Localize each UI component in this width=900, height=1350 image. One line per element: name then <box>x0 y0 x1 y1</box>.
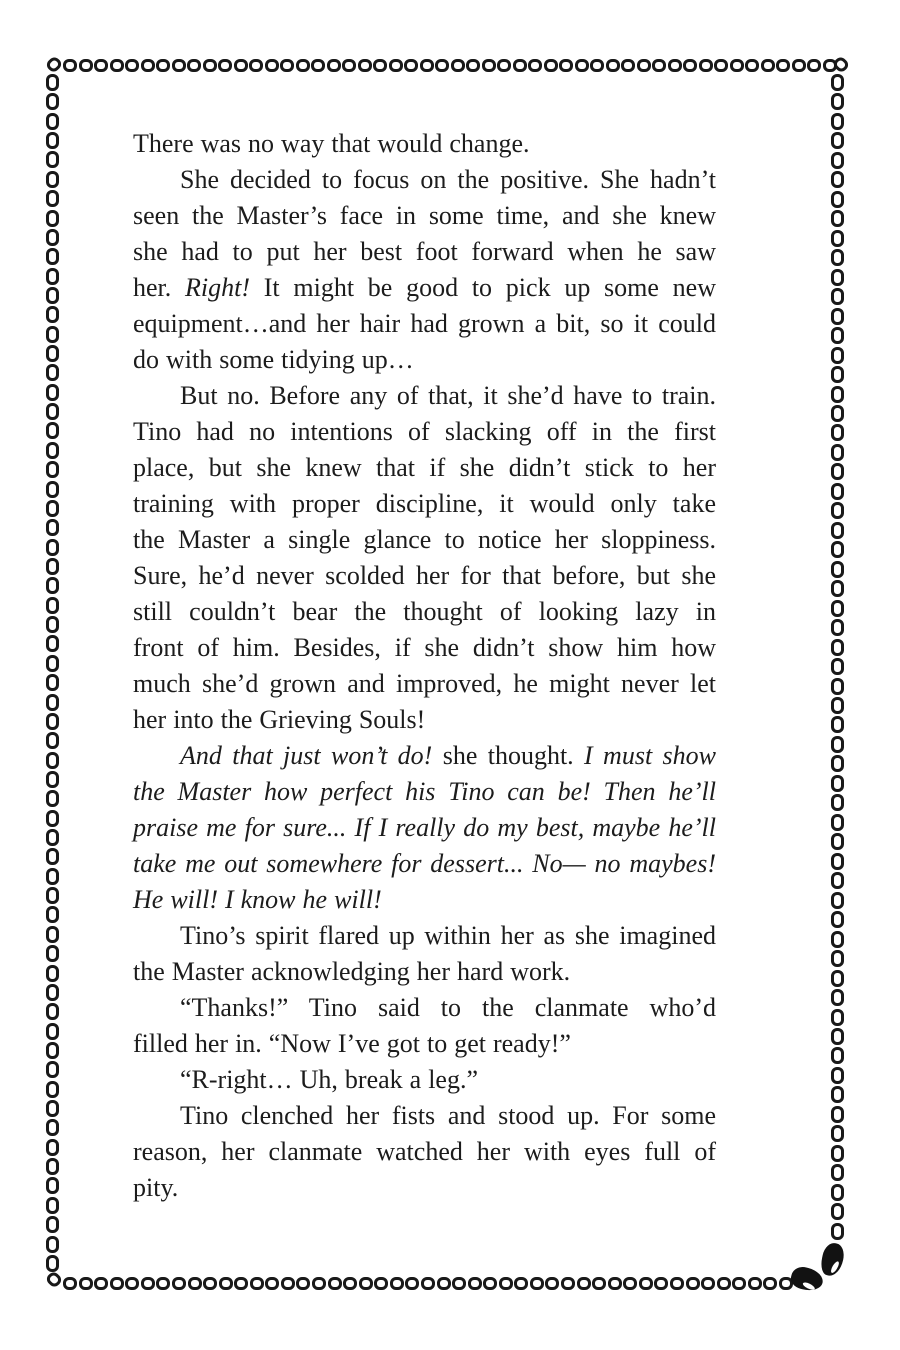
paragraph <box>133 990 716 1062</box>
chain-link-icon <box>831 93 844 110</box>
chain-link-icon <box>46 519 59 536</box>
chain-link-icon <box>46 1158 59 1175</box>
chain-corner-bottom-left-icon <box>44 1270 63 1289</box>
text-line <box>133 666 716 702</box>
text-segment: the Master acknowledging her hard work. <box>133 957 571 986</box>
chain-link-icon <box>46 577 59 594</box>
chain-link-icon <box>46 771 59 788</box>
chain-link-icon <box>575 59 589 72</box>
chain-link-icon <box>46 268 59 285</box>
chain-link-icon <box>831 424 844 441</box>
chain-link-icon <box>831 950 844 967</box>
chain-link-icon <box>831 463 844 480</box>
text-segment: place, but she knew that if she didn’t stick to her <box>133 453 716 482</box>
chain-link-icon <box>46 694 59 711</box>
text-line <box>133 486 716 522</box>
chain-link-icon <box>46 113 59 130</box>
chain-link-icon <box>46 326 59 343</box>
text-line <box>133 810 716 846</box>
chain-link-icon <box>421 1277 435 1290</box>
chain-link-icon <box>623 1277 637 1290</box>
chain-link-icon <box>156 59 170 72</box>
chain-link-icon <box>203 1277 217 1290</box>
chain-link-icon <box>46 132 59 149</box>
chain-link-icon <box>831 580 844 597</box>
chain-link-icon <box>528 59 542 72</box>
chain-link-icon <box>46 481 59 498</box>
text-segment: seen the Master’s face in some time, and she knew <box>133 201 716 230</box>
chain-link-icon <box>831 444 844 461</box>
text-line <box>133 342 716 378</box>
text-segment: her. <box>133 273 186 302</box>
chain-link-icon <box>311 59 325 72</box>
chain-link-icon <box>831 1086 844 1103</box>
chain-link-icon <box>831 814 844 831</box>
text-segment: equipment…and her hair had grown a bit, so it could <box>133 309 716 338</box>
chain-link-icon <box>46 829 59 846</box>
chain-link-icon <box>46 1061 59 1078</box>
chain-link-icon <box>544 59 558 72</box>
chain-link-icon <box>714 59 728 72</box>
chain-link-icon <box>831 1067 844 1084</box>
chain-link-icon <box>831 1047 844 1064</box>
chain-link-icon <box>405 1277 419 1290</box>
text-segment: Tino had no intentions of slacking off in the first <box>133 417 716 446</box>
chain-link-icon <box>831 833 844 850</box>
chain-link-icon <box>46 539 59 556</box>
chain-link-icon <box>776 59 790 72</box>
chain-link-icon <box>831 1125 844 1142</box>
chain-link-icon <box>831 191 844 208</box>
chain-link-icon <box>831 502 844 519</box>
chain-link-icon <box>373 59 387 72</box>
chain-link-icon <box>763 1277 777 1290</box>
chain-link-icon <box>46 151 59 168</box>
chain-link-icon <box>94 1277 108 1290</box>
chain-link-icon <box>46 461 59 478</box>
italic-text-segment: He will! I know he will! <box>133 885 382 914</box>
chain-link-icon <box>46 1023 59 1040</box>
text-segment: “Thanks!” Tino said to the clanmate who’d <box>180 993 716 1022</box>
chain-link-icon <box>831 600 844 617</box>
chain-link-icon <box>46 965 59 982</box>
chain-link-icon <box>748 1277 762 1290</box>
chain-link-icon <box>46 558 59 575</box>
text-line <box>133 990 716 1026</box>
text-line <box>133 162 716 198</box>
chain-link-icon <box>46 906 59 923</box>
chain-link-icon <box>265 59 279 72</box>
text-line <box>133 234 716 270</box>
chain-link-icon <box>590 59 604 72</box>
chain-link-icon <box>831 1028 844 1045</box>
text-line <box>133 846 716 882</box>
chain-link-icon <box>435 59 449 72</box>
chain-link-icon <box>63 1277 77 1290</box>
chain-link-icon <box>831 210 844 227</box>
chain-link-icon <box>831 269 844 286</box>
chain-link-icon <box>831 171 844 188</box>
text-segment: reason, her clanmate watched her with eyes full of <box>133 1137 716 1166</box>
text-segment: training with proper discipline, it would only take <box>133 489 716 518</box>
chain-border-bottom <box>63 1277 793 1290</box>
text-line <box>133 630 716 666</box>
chain-link-icon <box>46 1081 59 1098</box>
page-text <box>133 126 716 1206</box>
chain-link-icon <box>172 1277 186 1290</box>
chain-link-icon <box>452 1277 466 1290</box>
text-line <box>133 198 716 234</box>
text-line <box>133 378 716 414</box>
chain-link-icon <box>831 74 844 91</box>
paragraph <box>133 378 716 738</box>
chain-link-icon <box>831 405 844 422</box>
chain-link-icon <box>46 1139 59 1156</box>
chain-link-icon <box>46 93 59 110</box>
chain-link-icon <box>831 1106 844 1123</box>
chain-link-icon <box>483 1277 497 1290</box>
chain-link-icon <box>46 345 59 362</box>
chain-link-icon <box>281 1277 295 1290</box>
chain-link-icon <box>499 1277 513 1290</box>
chain-link-icon <box>46 732 59 749</box>
chain-link-icon <box>46 442 59 459</box>
text-line <box>133 450 716 486</box>
chain-link-icon <box>46 655 59 672</box>
text-line <box>133 702 716 738</box>
chain-link-icon <box>670 1277 684 1290</box>
chain-link-icon <box>831 716 844 733</box>
chain-link-icon <box>46 1003 59 1020</box>
chain-link-icon <box>831 561 844 578</box>
chain-link-icon <box>79 59 93 72</box>
chain-link-icon <box>831 483 844 500</box>
chain-link-icon <box>46 1216 59 1233</box>
chain-link-icon <box>831 327 844 344</box>
chain-link-icon <box>466 59 480 72</box>
chain-link-icon <box>637 59 651 72</box>
chain-link-icon <box>46 597 59 614</box>
chain-link-icon <box>46 1042 59 1059</box>
chain-link-icon <box>831 366 844 383</box>
chain-link-icon <box>296 59 310 72</box>
chain-link-icon <box>46 190 59 207</box>
chain-link-icon <box>606 59 620 72</box>
chain-link-icon <box>328 1277 342 1290</box>
chain-link-icon <box>668 59 682 72</box>
chain-link-icon <box>437 1277 451 1290</box>
teardrop-bead-bottom-icon <box>789 1264 825 1293</box>
chain-link-icon <box>831 1145 844 1162</box>
chain-link-icon <box>831 639 844 656</box>
chain-link-icon <box>831 989 844 1006</box>
chain-link-icon <box>608 1277 622 1290</box>
text-line <box>133 1098 716 1134</box>
chain-link-icon <box>156 1277 170 1290</box>
chain-link-icon <box>831 1184 844 1201</box>
chain-link-icon <box>141 1277 155 1290</box>
text-segment: But no. Before any of that, it she’d have to train. <box>180 381 716 410</box>
italic-text-segment: And that just won’t do! <box>180 741 433 770</box>
chain-link-icon <box>46 403 59 420</box>
chain-link-icon <box>265 1277 279 1290</box>
chain-link-icon <box>296 1277 310 1290</box>
text-segment: It might be good to pick up some new <box>250 273 717 302</box>
chain-link-icon <box>831 1203 844 1220</box>
chain-link-icon <box>125 1277 139 1290</box>
text-line <box>133 882 716 918</box>
chain-link-icon <box>234 59 248 72</box>
chain-link-icon <box>46 810 59 827</box>
paragraph <box>133 162 716 378</box>
chain-link-icon <box>46 635 59 652</box>
chain-border-right <box>831 74 844 1240</box>
italic-text-segment: the Master how perfect his Tino can be! Then he’ll <box>133 777 716 806</box>
paragraph <box>133 126 716 162</box>
chain-link-icon <box>545 1277 559 1290</box>
chain-link-icon <box>497 59 511 72</box>
chain-link-icon <box>831 1009 844 1026</box>
chain-link-icon <box>831 541 844 558</box>
chain-link-icon <box>831 1223 844 1240</box>
chain-link-icon <box>188 1277 202 1290</box>
chain-link-icon <box>831 775 844 792</box>
chain-link-icon <box>46 1119 59 1136</box>
text-segment: pity. <box>133 1173 179 1202</box>
chain-link-icon <box>110 59 124 72</box>
chain-link-icon <box>639 1277 653 1290</box>
chain-link-icon <box>831 678 844 695</box>
text-line <box>133 414 716 450</box>
text-segment: Tino clenched her fists and stood up. For some <box>180 1101 716 1130</box>
chain-link-icon <box>831 931 844 948</box>
chain-border-left <box>46 74 59 1272</box>
chain-link-icon <box>46 945 59 962</box>
text-segment: her into the Grieving Souls! <box>133 705 426 734</box>
chain-link-icon <box>831 347 844 364</box>
chain-border-top <box>63 59 837 72</box>
chain-link-icon <box>280 59 294 72</box>
chain-link-icon <box>218 59 232 72</box>
chain-link-icon <box>219 1277 233 1290</box>
italic-text-segment: I must show <box>584 741 716 770</box>
chain-link-icon <box>234 1277 248 1290</box>
chain-link-icon <box>327 59 341 72</box>
chain-link-icon <box>592 1277 606 1290</box>
chain-link-icon <box>46 752 59 769</box>
chain-link-icon <box>652 59 666 72</box>
chain-corner-top-left-icon <box>44 55 63 74</box>
chain-link-icon <box>187 59 201 72</box>
chain-link-icon <box>831 697 844 714</box>
chain-link-icon <box>343 1277 357 1290</box>
italic-text-segment: Right! <box>185 273 251 302</box>
text-line <box>133 1134 716 1170</box>
chain-link-icon <box>46 713 59 730</box>
italic-text-segment: praise me for sure... If I really do my best, maybe he’ll <box>133 813 716 842</box>
italic-text-segment: take me out somewhere for dessert... No— no maybes! <box>133 849 716 878</box>
chain-link-icon <box>46 616 59 633</box>
chain-link-icon <box>358 59 372 72</box>
chain-link-icon <box>46 384 59 401</box>
chain-link-icon <box>831 113 844 130</box>
chain-link-icon <box>559 59 573 72</box>
text-line <box>133 774 716 810</box>
chain-link-icon <box>94 59 108 72</box>
chain-link-icon <box>468 1277 482 1290</box>
chain-link-icon <box>831 736 844 753</box>
chain-link-icon <box>831 619 844 636</box>
text-line <box>133 270 716 306</box>
chain-link-icon <box>451 59 465 72</box>
chain-link-icon <box>46 500 59 517</box>
text-segment: the Master a single glance to notice her sloppiness. <box>133 525 716 554</box>
chain-link-icon <box>699 59 713 72</box>
chain-link-icon <box>561 1277 575 1290</box>
chain-link-icon <box>46 674 59 691</box>
chain-link-icon <box>172 59 186 72</box>
chain-link-icon <box>831 1164 844 1181</box>
paragraph <box>133 918 716 990</box>
text-segment: much she’d grown and improved, he might never let <box>133 669 716 698</box>
chain-link-icon <box>686 1277 700 1290</box>
text-line <box>133 918 716 954</box>
paragraph <box>133 1062 716 1098</box>
text-line <box>133 1170 716 1206</box>
chain-link-icon <box>621 59 635 72</box>
chain-link-icon <box>46 287 59 304</box>
text-segment: front of him. Besides, if she didn’t show him how <box>133 633 716 662</box>
chain-link-icon <box>831 872 844 889</box>
chain-link-icon <box>46 1236 59 1253</box>
chain-link-icon <box>730 59 744 72</box>
chain-link-icon <box>46 984 59 1001</box>
chain-link-icon <box>831 755 844 772</box>
text-line <box>133 306 716 342</box>
paragraph <box>133 738 716 918</box>
chain-link-icon <box>63 59 77 72</box>
chain-link-icon <box>46 248 59 265</box>
chain-link-icon <box>831 522 844 539</box>
chain-link-icon <box>831 132 844 149</box>
chain-link-icon <box>831 853 844 870</box>
text-segment: she thought. <box>432 741 585 770</box>
paragraph <box>133 1098 716 1206</box>
text-line <box>133 522 716 558</box>
chain-link-icon <box>312 1277 326 1290</box>
chain-link-icon <box>46 306 59 323</box>
chain-link-icon <box>141 59 155 72</box>
chain-link-icon <box>701 1277 715 1290</box>
chain-link-icon <box>390 1277 404 1290</box>
chain-link-icon <box>831 288 844 305</box>
chain-link-icon <box>732 1277 746 1290</box>
text-segment: She decided to focus on the positive. She hadn’t <box>180 165 716 194</box>
text-segment: Sure, he’d never scolded her for that before, but she <box>133 561 716 590</box>
chain-link-icon <box>831 386 844 403</box>
chain-link-icon <box>831 911 844 928</box>
chain-link-icon <box>46 1100 59 1117</box>
text-segment: still couldn’t bear the thought of looking lazy in <box>133 597 716 626</box>
chain-link-icon <box>46 1255 59 1272</box>
chain-link-icon <box>125 59 139 72</box>
chain-link-icon <box>46 1177 59 1194</box>
chain-link-icon <box>831 249 844 266</box>
chain-link-icon <box>514 1277 528 1290</box>
chain-link-icon <box>482 59 496 72</box>
chain-link-icon <box>250 1277 264 1290</box>
chain-link-icon <box>389 59 403 72</box>
chain-link-icon <box>359 1277 373 1290</box>
chain-link-icon <box>807 59 821 72</box>
chain-link-icon <box>110 1277 124 1290</box>
text-segment: do with some tidying up… <box>133 345 414 374</box>
text-line <box>133 738 716 774</box>
chain-link-icon <box>79 1277 93 1290</box>
chain-link-icon <box>46 790 59 807</box>
chain-link-icon <box>831 658 844 675</box>
chain-link-icon <box>745 59 759 72</box>
text-line <box>133 594 716 630</box>
chain-link-icon <box>404 59 418 72</box>
chain-link-icon <box>46 74 59 91</box>
chain-link-icon <box>46 926 59 943</box>
chain-link-icon <box>46 229 59 246</box>
text-segment: she had to put her best foot forward when he saw <box>133 237 716 266</box>
text-line <box>133 954 716 990</box>
chain-link-icon <box>513 59 527 72</box>
text-segment: “R-right… Uh, break a leg.” <box>180 1065 479 1094</box>
text-segment: filled her in. “Now I’ve got to get ready!” <box>133 1029 571 1058</box>
chain-link-icon <box>46 364 59 381</box>
chain-link-icon <box>342 59 356 72</box>
chain-link-icon <box>831 308 844 325</box>
chain-link-icon <box>249 59 263 72</box>
chain-link-icon <box>46 1197 59 1214</box>
chain-link-icon <box>577 1277 591 1290</box>
chain-link-icon <box>831 892 844 909</box>
text-line <box>133 558 716 594</box>
text-line <box>133 1026 716 1062</box>
chain-link-icon <box>792 59 806 72</box>
chain-link-icon <box>46 887 59 904</box>
chain-link-icon <box>46 422 59 439</box>
chain-link-icon <box>654 1277 668 1290</box>
teardrop-bead-right-icon <box>819 1241 846 1278</box>
text-line <box>133 126 716 162</box>
chain-link-icon <box>46 171 59 188</box>
chain-link-icon <box>46 210 59 227</box>
chain-link-icon <box>374 1277 388 1290</box>
chain-link-icon <box>530 1277 544 1290</box>
chain-link-icon <box>831 970 844 987</box>
text-segment: There was no way that would change. <box>133 129 530 158</box>
chain-link-icon <box>46 868 59 885</box>
chain-link-icon <box>831 230 844 247</box>
chain-link-icon <box>203 59 217 72</box>
chain-link-icon <box>831 152 844 169</box>
chain-link-icon <box>761 59 775 72</box>
text-segment: Tino’s spirit flared up within her as she imagined <box>180 921 716 950</box>
chain-link-icon <box>46 848 59 865</box>
chain-link-icon <box>683 59 697 72</box>
chain-link-icon <box>717 1277 731 1290</box>
text-line <box>133 1062 716 1098</box>
chain-link-icon <box>420 59 434 72</box>
chain-link-icon <box>831 794 844 811</box>
